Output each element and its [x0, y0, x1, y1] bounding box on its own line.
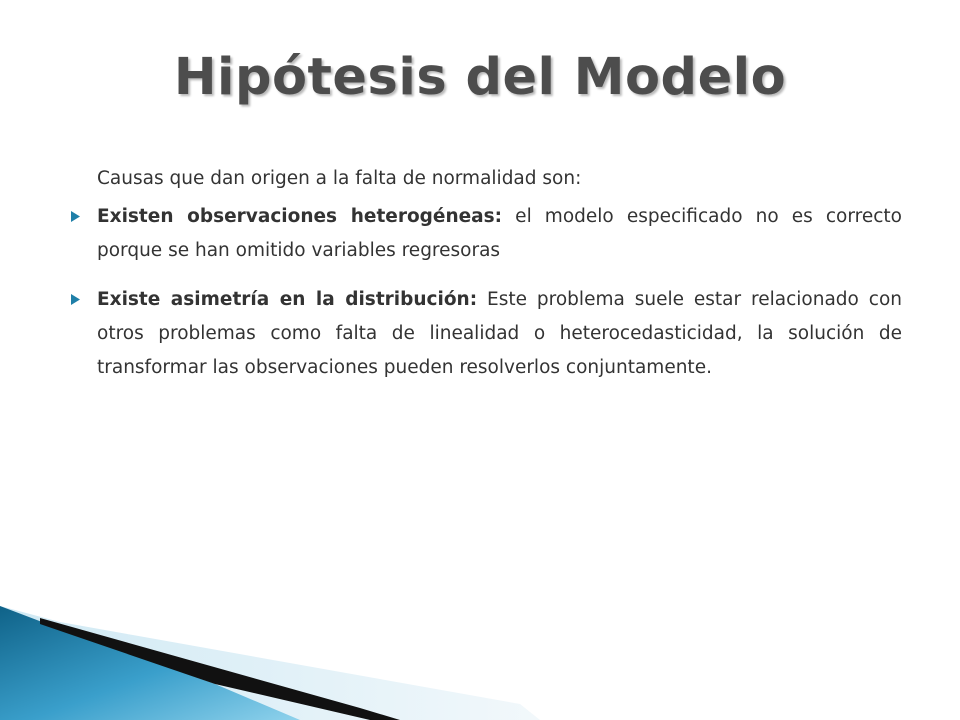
intro-text: Causas que dan origen a la falta de normalidad son: — [97, 168, 582, 189]
bullet-bold-text: Existen observaciones heterogéneas: — [97, 206, 503, 227]
triangle-right-icon — [70, 200, 90, 234]
bullet-body-text: el modelo especificado no es correcto porque se han omitido variables regresoras — [97, 206, 902, 261]
triangle-right-icon — [70, 283, 90, 317]
bullet-item — [70, 283, 902, 385]
slide-title: Hipótesis del Modelo — [173, 48, 787, 107]
bullet-text — [97, 283, 902, 385]
bullet-body-text: Este problema suele estar relacionado con otros problemas como falta de linealidad o heterocedasticidad, la solución de transformar las observaciones pueden resolverlos conjuntamente. — [97, 289, 902, 378]
bullet-item — [70, 200, 902, 268]
bullet-text — [97, 200, 902, 268]
bullet-bold-text: Existe asimetría en la distribución: — [97, 289, 478, 310]
